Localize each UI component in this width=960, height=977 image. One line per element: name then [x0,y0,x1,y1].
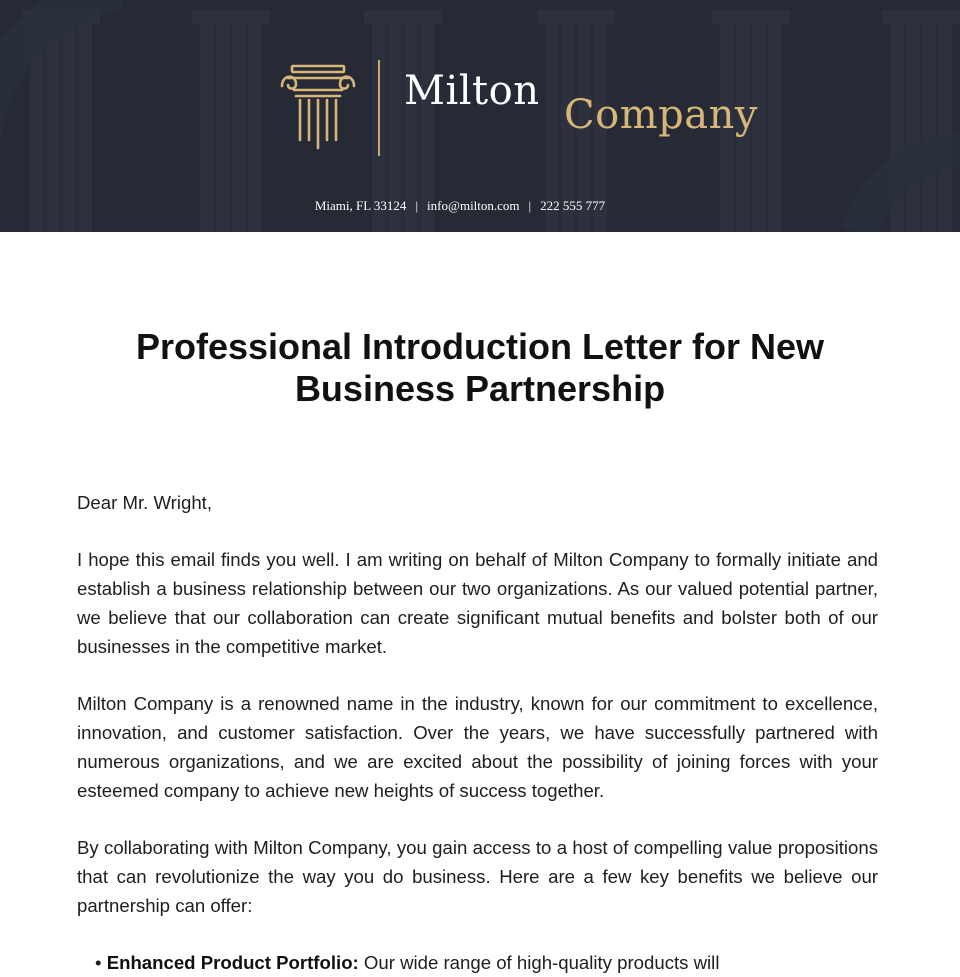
ionic-column-icon [278,64,358,150]
brand-name: Milton [404,68,540,114]
brand-subtitle: Company [564,92,758,138]
contact-separator: | [415,198,419,213]
contact-separator: | [528,198,532,213]
paragraph-intro: I hope this email finds you well. I am writing on behalf of Milton Company to formally initiate and establish a business relationship between our two organizations. As our valued potential partner, we believe that our collaboration can create significant mutual benefits and bolster both of our businesses in the competitive market. [77,549,878,657]
benefit-text: Our wide range of high-quality products will [363,952,720,973]
letter-body [77,488,878,977]
benefit-item [95,948,878,977]
logo-divider [378,60,380,156]
salutation: Dear Mr. Wright, [77,492,213,513]
paragraph-about: Milton Company is a renowned name in the industry, known for our commitment to excellence, innovation, and customer satisfaction. Over the years, we have successfully partnered with numerous organizations, and we are excited about the possibility of joining forces with your esteemed company to achieve new heights of success together. [77,693,878,801]
benefit-label: Enhanced Product Portfolio: [106,952,359,973]
address-text: Miami, FL 33124 [314,198,407,213]
company-logo [278,58,778,158]
document-title: Professional Introduction Letter for New Business Partnership [135,326,825,409]
bullet: • [95,952,107,973]
paragraph-benefits-intro: By collaborating with Milton Company, you gain access to a host of compelling value propositions that can revolutionize the way you do business. Here are a few key benefits we believe our partnership can offer: [77,837,878,916]
email-link[interactable]: info@milton.com [427,198,520,213]
letterhead-banner [0,0,960,232]
contact-line [0,198,920,214]
phone-text: 222 555 777 [540,198,606,213]
